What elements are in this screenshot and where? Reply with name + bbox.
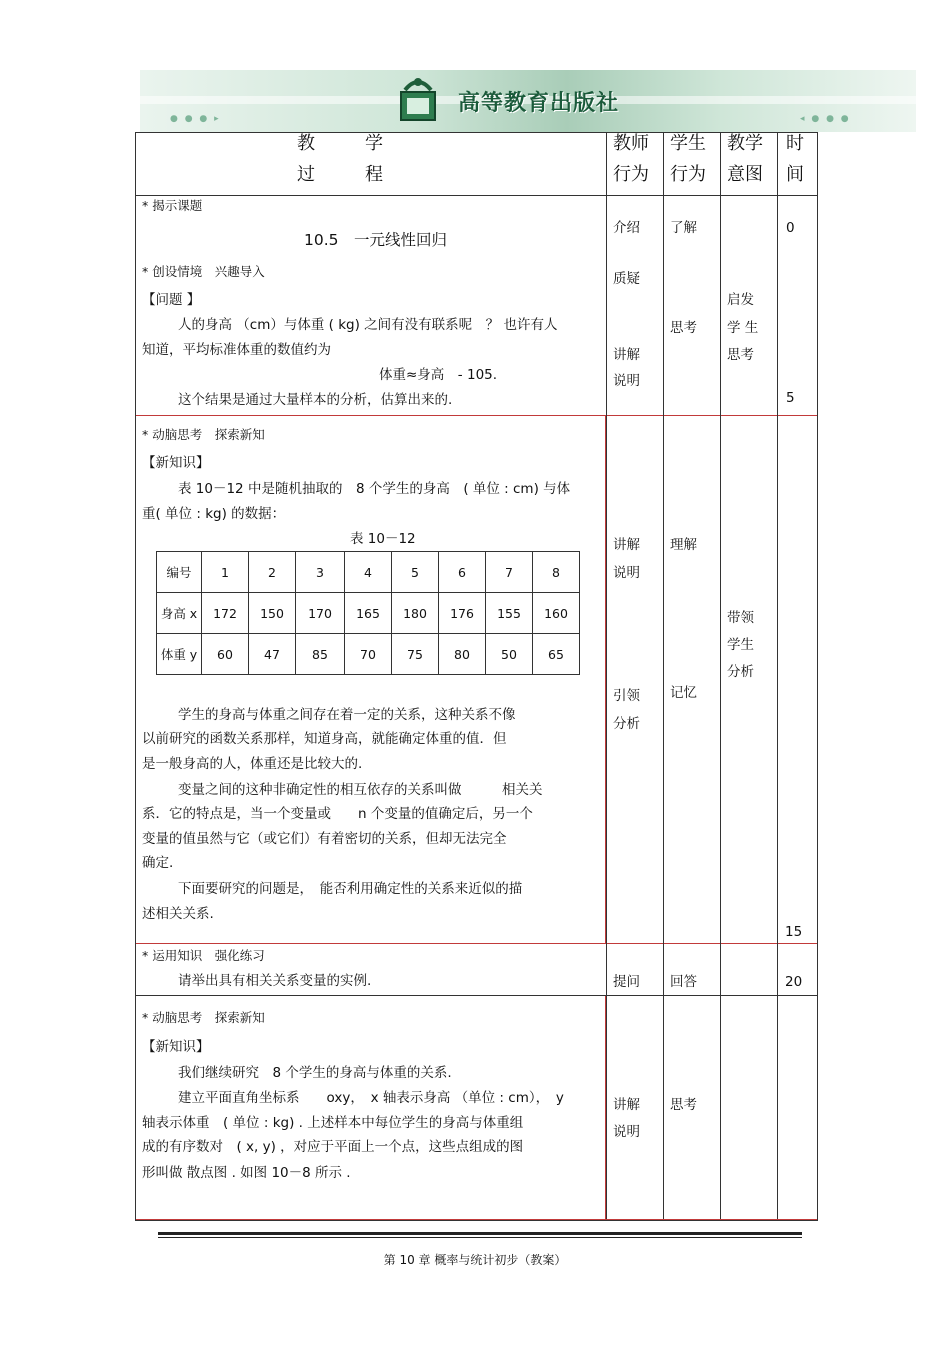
table-cell: 75 [392, 634, 439, 675]
header-process-1: 教 [297, 133, 315, 154]
lesson-table [135, 132, 818, 1221]
sec4-para-2d: 形叫做 散点图 . 如图 10－8 所示 . [142, 1165, 351, 1181]
sec4-para-2c: 成的有序数对 ( x, y) ，对应于平面上一个点，这些点组成的图 [142, 1139, 524, 1155]
table-cell: 80 [439, 634, 486, 675]
sec2-para-3b: 系．它的特点是，当一个变量或 n 个变量的值确定后，另一个 [142, 806, 533, 822]
sec1-subheading: * 创设情境 兴趣导入 [142, 264, 265, 279]
sec2-para-2b: 以前研究的函数关系那样，知道身高，就能确定体重的值．但 [142, 731, 507, 747]
sec2-student-1: 理解 [670, 537, 697, 553]
sec1-teacher-1: 介绍 [613, 220, 640, 236]
header-student-1: 学生 [670, 133, 706, 154]
table-cell: 47 [249, 634, 296, 675]
sec3-heading: * 运用知识 强化练习 [142, 948, 265, 963]
sec1-teacher-2: 质疑 [613, 271, 640, 287]
row-divider [136, 995, 817, 996]
sec1-title: 10.5 一元线性回归 [304, 231, 448, 249]
col-divider [777, 133, 778, 1220]
col-divider [663, 133, 664, 1220]
table-cell: 2 [249, 552, 296, 593]
table-row [157, 593, 580, 634]
sec2-intent-2: 学生 [727, 637, 754, 653]
sec2-teacher-1: 讲解 [613, 537, 640, 553]
row-divider [136, 943, 817, 944]
sec4-newk-label: 【新知识】 [142, 1039, 210, 1055]
sec3-teacher: 提问 [613, 974, 640, 990]
table-cell: 编号 [157, 552, 202, 593]
table-cell: 3 [296, 552, 345, 593]
sec1-heading: * 揭示课题 [142, 198, 203, 213]
sec4-heading: * 动脑思考 探索新知 [142, 1010, 265, 1025]
header-teacher-2: 行为 [613, 164, 649, 185]
table-cell: 65 [533, 634, 580, 675]
table-cell: 155 [486, 593, 533, 634]
header-student-2: 行为 [670, 164, 706, 185]
publisher-banner [140, 70, 916, 132]
sec1-teacher-4: 说明 [613, 373, 640, 389]
table-cell: 150 [249, 593, 296, 634]
sec2-para-3a: 变量之间的这种非确定性的相互依存的关系叫做 相关关 [178, 782, 543, 798]
sec2-para-2c: 是一般身高的人，体重还是比较大的. [142, 756, 363, 772]
col-divider [720, 133, 721, 1220]
sec2-para-4a: 下面要研究的问题是， 能否利用确定性的关系来近似的描 [178, 881, 523, 897]
header-time-2: 间 [786, 164, 804, 185]
table-cell: 50 [486, 634, 533, 675]
table-cell: 体重 y [157, 634, 202, 675]
row-divider [136, 195, 817, 196]
sec4-teacher-1: 讲解 [613, 1097, 640, 1113]
header-intent-2: 意图 [727, 164, 763, 185]
header-process-3: 过 [297, 164, 315, 185]
table-row [157, 552, 580, 593]
sec4-para-1: 我们继续研究 8 个学生的身高与体重的关系. [178, 1065, 452, 1081]
sec2-para-3d: 确定. [142, 855, 174, 871]
table-cell: 1 [202, 552, 249, 593]
sec3-time: 20 [785, 974, 803, 990]
sec1-student-2: 思考 [670, 320, 697, 336]
table-cell: 172 [202, 593, 249, 634]
sec1-para-2: 这个结果是通过大量样本的分析，估算出来的. [178, 392, 453, 408]
banner-dots-right: ◂ ● ● ● [800, 114, 851, 124]
sec1-time-2: 5 [786, 390, 795, 406]
sec1-formula: 体重≈身高 - 105. [379, 367, 498, 383]
red-col-mark [605, 996, 606, 1219]
sec1-intent-1: 启发 [727, 292, 754, 308]
header-teacher-1: 教师 [613, 133, 649, 154]
sec3-para: 请举出具有相关关系变量的实例. [178, 973, 372, 989]
sec2-intent-1: 带领 [727, 610, 754, 626]
table-cell: 70 [345, 634, 392, 675]
sec3-student: 回答 [670, 974, 697, 990]
table-cell: 4 [345, 552, 392, 593]
bottom-red-line [136, 1219, 817, 1220]
table-cell: 170 [296, 593, 345, 634]
sec1-para-1b: 知道，平均标准体重的数值约为 [142, 342, 331, 358]
header-time-1: 时 [786, 133, 804, 154]
table-cell: 160 [533, 593, 580, 634]
footer-rule-thick [158, 1232, 802, 1235]
sec4-para-2a: 建立平面直角坐标系 oxy， x 轴表示身高 （单位 : cm）， y [178, 1090, 564, 1106]
header-process-4: 程 [365, 164, 383, 185]
table-cell: 8 [533, 552, 580, 593]
sec1-question-label: 【问题 】 [142, 292, 201, 308]
col-divider [606, 133, 607, 1220]
sec4-student: 思考 [670, 1097, 697, 1113]
sec4-para-2b: 轴表示体重 ( 单位 : kg) . 上述样本中每位学生的身高与体重组 [142, 1115, 524, 1131]
table-cell: 176 [439, 593, 486, 634]
sec2-student-2: 记忆 [670, 685, 697, 701]
table-cell: 7 [486, 552, 533, 593]
sec2-heading: * 动脑思考 探索新知 [142, 427, 265, 442]
footer-rule-thin [158, 1237, 802, 1238]
sec2-table-caption: 表 10－12 [350, 531, 416, 547]
header-intent-1: 教学 [727, 133, 763, 154]
sec1-intent-3: 思考 [727, 347, 754, 363]
sec2-para-4b: 述相关关系. [142, 906, 214, 922]
sec2-para-1a: 表 10－12 中是随机抽取的 8 个学生的身高 ( 单位 : cm) 与体 [178, 481, 571, 497]
sec2-para-3c: 变量的值虽然与它（或它们）有着密切的关系，但却无法完全 [142, 831, 507, 847]
publisher-name: 高等教育出版社 [458, 91, 620, 116]
banner-dots-left: ● ● ● ▸ [170, 114, 221, 124]
red-col-mark [605, 416, 606, 943]
sec2-para-1b: 重( 单位 : kg) 的数据： [142, 506, 286, 522]
sec4-teacher-2: 说明 [613, 1124, 640, 1140]
sec2-intent-3: 分析 [727, 664, 754, 680]
sec2-teacher-3: 引领 [613, 688, 640, 704]
header-process-2: 学 [365, 133, 383, 154]
table-cell: 身高 x [157, 593, 202, 634]
sec2-para-2a: 学生的身高与体重之间存在着一定的关系，这种关系不像 [178, 707, 516, 723]
sec2-teacher-2: 说明 [613, 565, 640, 581]
height-weight-table [156, 551, 580, 675]
publisher-logo-icon [395, 74, 441, 124]
table-row [157, 634, 580, 675]
table-cell: 165 [345, 593, 392, 634]
sec1-time-1: 0 [786, 220, 795, 236]
table-cell: 6 [439, 552, 486, 593]
sec2-newk-label: 【新知识】 [142, 455, 210, 471]
table-cell: 85 [296, 634, 345, 675]
footer-text: 第 10 章 概率与统计初步（教案） [383, 1253, 567, 1267]
sec2-teacher-4: 分析 [613, 716, 640, 732]
row-divider [136, 415, 817, 416]
sec1-teacher-3: 讲解 [613, 347, 640, 363]
table-cell: 60 [202, 634, 249, 675]
table-cell: 5 [392, 552, 439, 593]
sec1-student-1: 了解 [670, 220, 697, 236]
sec1-para-1a: 人的身高 （cm）与体重 ( kg) 之间有没有联系呢 ？ 也许有人 [178, 317, 558, 333]
sec1-intent-2: 学 生 [727, 320, 759, 336]
sec2-time: 15 [785, 924, 803, 940]
table-cell: 180 [392, 593, 439, 634]
